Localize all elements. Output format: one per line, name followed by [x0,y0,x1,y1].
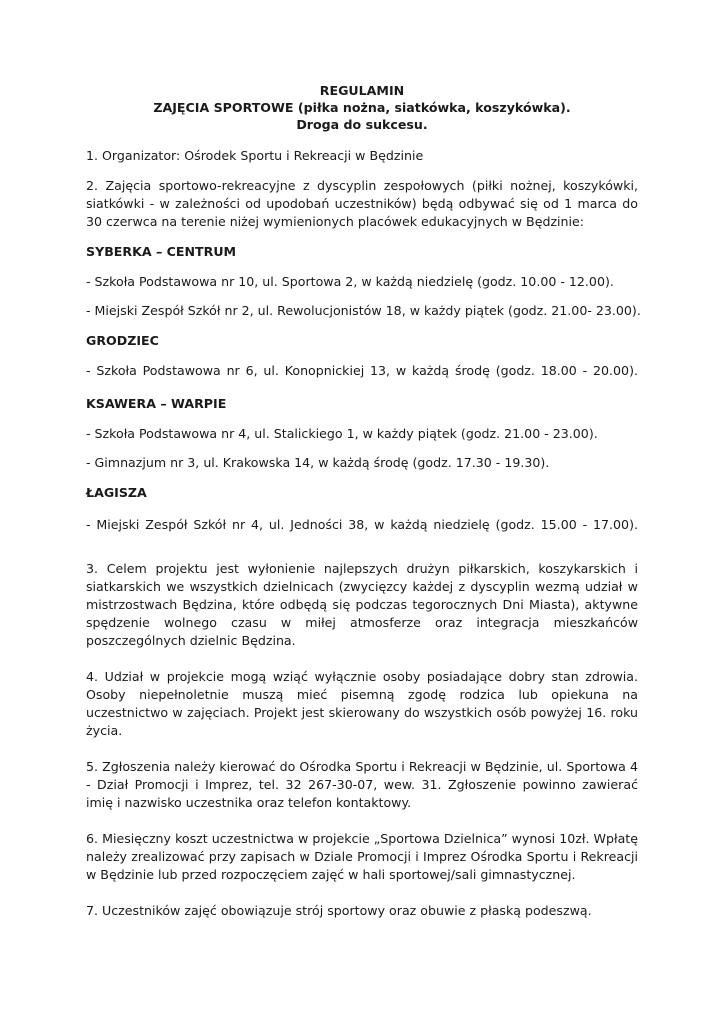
schedule-item: - Miejski Zespół Szkół nr 2, ul. Rewolucjonistów 18, w każdy piątek (godz. 21.00- 23.00). [86,303,641,318]
paragraph-7-attire: 7. Uczestników zajęć obowiązuje strój sportowy oraz obuwie z płaską podeszwą. [86,903,592,918]
title-line-3: Droga do sukcesu. [296,117,428,132]
title-line-1: REGULAMIN [319,83,405,98]
section-heading-syberka: SYBERKA – CENTRUM [86,244,237,259]
paragraph-2-schedule: 2. Zajęcia sportowo-rekreacyjne z dyscyplin zespołowych (piłki nożnej, koszykówki, siatkówki - w zależności od upodobań uczestników) będą odbywać się od 1 marca do 30 czerwca na terenie niżej wymienionych placówek edukacyjnych w Będzinie: [86,178,638,229]
document-page [86,82,641,920]
paragraph-5-registration: 5. Zgłoszenia należy kierować do Ośrodka Sportu i Rekreacji w Będzinie, ul. Sportowa 4 - Dział Promocji i Imprez, tel. 32 267-30-07, wew. 31. Zgłoszenie powinno zawierać imię i nazwisko uczestnika oraz telefon kontaktowy. [86,759,638,810]
section-heading-ksawera: KSAWERA – WARPIE [86,396,227,411]
schedule-item: - Miejski Zespół Szkół nr 4, ul. Jedności 38, w każdą niedzielę (godz. 15.00 - 17.00). [86,517,638,532]
section-heading-lagisza: ŁAGISZA [86,485,147,500]
section-heading-grodziec: GRODZIEC [86,333,159,348]
document-title [86,82,638,133]
paragraph-3-goal: 3. Celem projektu jest wyłonienie najlepszych drużyn piłkarskich, koszykarskich i siatkarskich we wszystkich dzielnicach (zwycięzcy każdej z dyscyplin wezmą udział w mistrzostwach Będzina, które odbędą się podczas tegorocznych Dni Miasta), aktywne spędzenie wolnego czasu w miłej atmosferze oraz integracja mieszkańców poszczególnych dzielnic Będzina. [86,561,638,648]
paragraph-6-cost: 6. Miesięczny koszt uczestnictwa w projekcie „Sportowa Dzielnica” wynosi 10zł. Wpłatę należy zrealizować przy zapisach w Dziale Promocji i Imprez Ośrodka Sportu i Rekreacji w Będzinie lub przed rozpoczęciem zajęć w hali sportowej/sali gimnastycznej. [86,831,638,882]
schedule-item: - Szkoła Podstawowa nr 4, ul. Stalickiego 1, w każdy piątek (godz. 21.00 - 23.00). [86,426,598,441]
paragraph-1-organizer: 1. Organizator: Ośrodek Sportu i Rekreacji w Będzinie [86,148,424,163]
schedule-item: - Szkoła Podstawowa nr 10, ul. Sportowa 2, w każdą niedzielę (godz. 10.00 - 12.00). [86,274,614,289]
schedule-item: - Szkoła Podstawowa nr 6, ul. Konopnickiej 13, w każdą środę (godz. 18.00 - 20.00). [86,363,638,378]
paragraph-4-participation: 4. Udział w projekcie mogą wziąć wyłącznie osoby posiadające dobry stan zdrowia. Osoby niepełnoletnie muszą mieć pisemną zgodę rodzica lub opiekuna na uczestnictwo w zajęciach. Projekt jest skierowany do wszystkich osób powyżej 16. roku życia. [86,669,638,738]
schedule-item: - Gimnazjum nr 3, ul. Krakowska 14, w każdą środę (godz. 17.30 - 19.30). [86,455,550,470]
title-line-2: ZAJĘCIA SPORTOWE (piłka nożna, siatkówka, koszykówka). [153,100,571,115]
